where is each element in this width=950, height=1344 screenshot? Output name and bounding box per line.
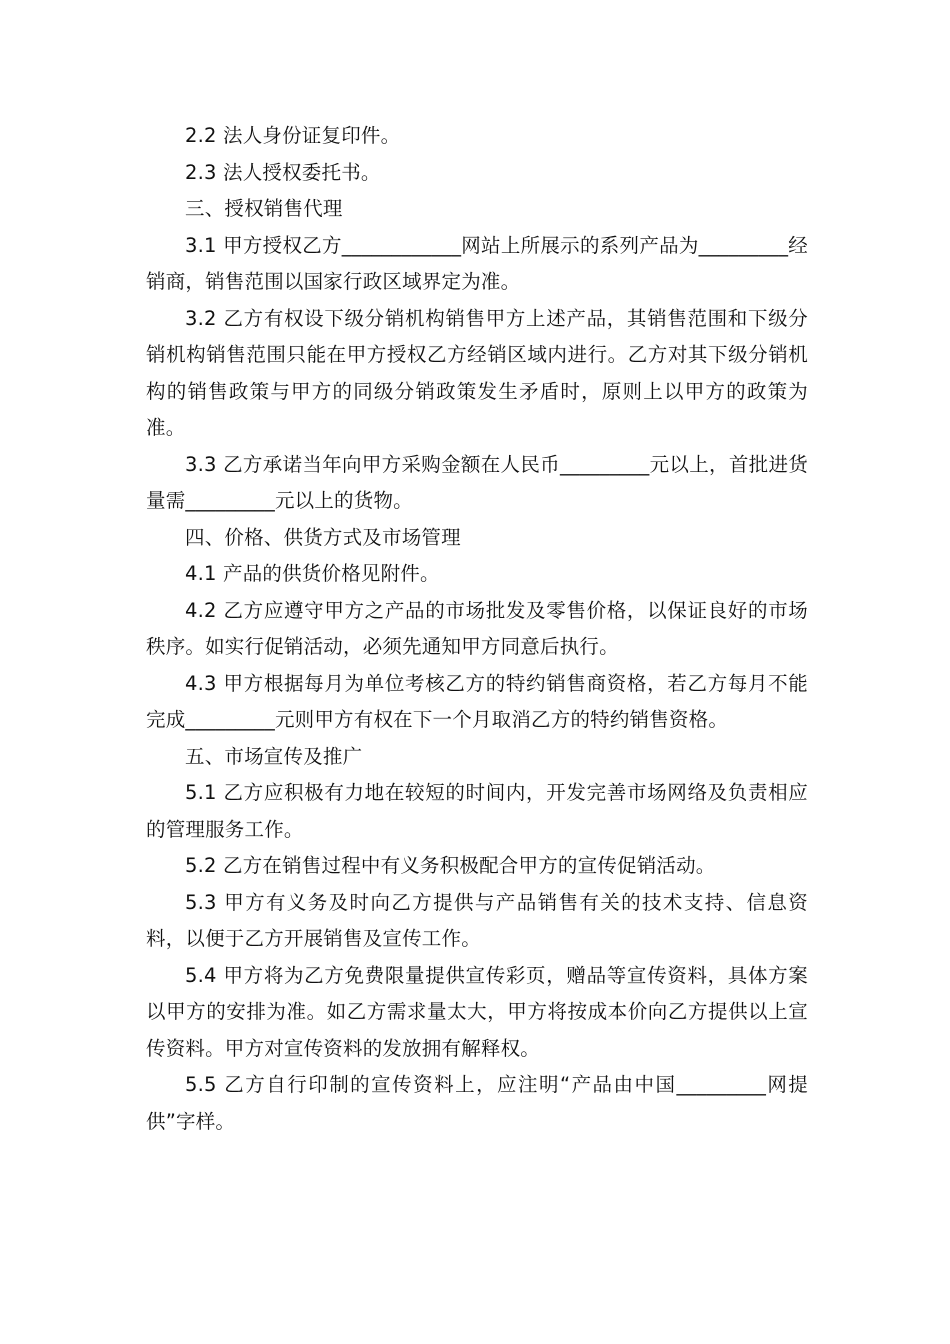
clause-5-4: 5.4 甲方将为乙方免费限量提供宣传彩页，赠品等宣传资料，具体方案以甲方的安排为准。如乙方需求量太大，甲方将按成本价向乙方提供以上宣传资料。甲方对宣传资料的发放拥有解释权。 xyxy=(146,963,808,1060)
clause-3-2: 3.2 乙方有权设下级分销机构销售甲方上述产品，其销售范围和下级分销机构销售范围只能在甲方授权乙方经销区域内进行。乙方对其下级分销机构的销售政策与甲方的同级分销政策发生矛盾时，原则上以甲方的政策为准。 xyxy=(146,306,808,439)
clause-5-5: 5.5 乙方自行印制的宣传资料上，应注明“产品由中国_________网提供”字样。 xyxy=(146,1073,808,1133)
clause-4-3: 4.3 甲方根据每月为单位考核乙方的特约销售商资格，若乙方每月不能完成_________元则甲方有权在下一个月取消乙方的特约销售资格。 xyxy=(146,671,808,731)
clause-3-3: 3.3 乙方承诺当年向甲方采购金额在人民币_________元以上，首批进货量需_________元以上的货物。 xyxy=(146,452,808,512)
clause-5-3: 5.3 甲方有义务及时向乙方提供与产品销售有关的技术支持、信息资料，以便于乙方开展销售及宣传工作。 xyxy=(146,890,808,950)
clause-3-1: 3.1 甲方授权乙方____________网站上所展示的系列产品为_________经销商，销售范围以国家行政区域界定为准。 xyxy=(146,233,808,293)
clause-2-2: 2.2 法人身份证复印件。 xyxy=(185,124,401,147)
clause-4-1: 4.1 产品的供货价格见附件。 xyxy=(185,562,440,585)
clause-2-3: 2.3 法人授权委托书。 xyxy=(185,160,381,184)
section-heading-4: 四、价格、供货方式及市场管理 xyxy=(185,525,461,549)
section-heading-3: 三、授权销售代理 xyxy=(185,197,343,220)
section-heading-5: 五、市场宣传及推广 xyxy=(185,744,363,768)
clause-5-1: 5.1 乙方应积极有力地在较短的时间内，开发完善市场网络及负责相应的管理服务工作。 xyxy=(146,781,808,841)
clause-5-2: 5.2 乙方在销售过程中有义务积极配合甲方的宣传促销活动。 xyxy=(185,854,716,877)
clause-4-2: 4.2 乙方应遵守甲方之产品的市场批发及零售价格，以保证良好的市场秩序。如实行促销活动，必须先通知甲方同意后执行。 xyxy=(146,598,808,658)
document-page xyxy=(146,118,808,1140)
